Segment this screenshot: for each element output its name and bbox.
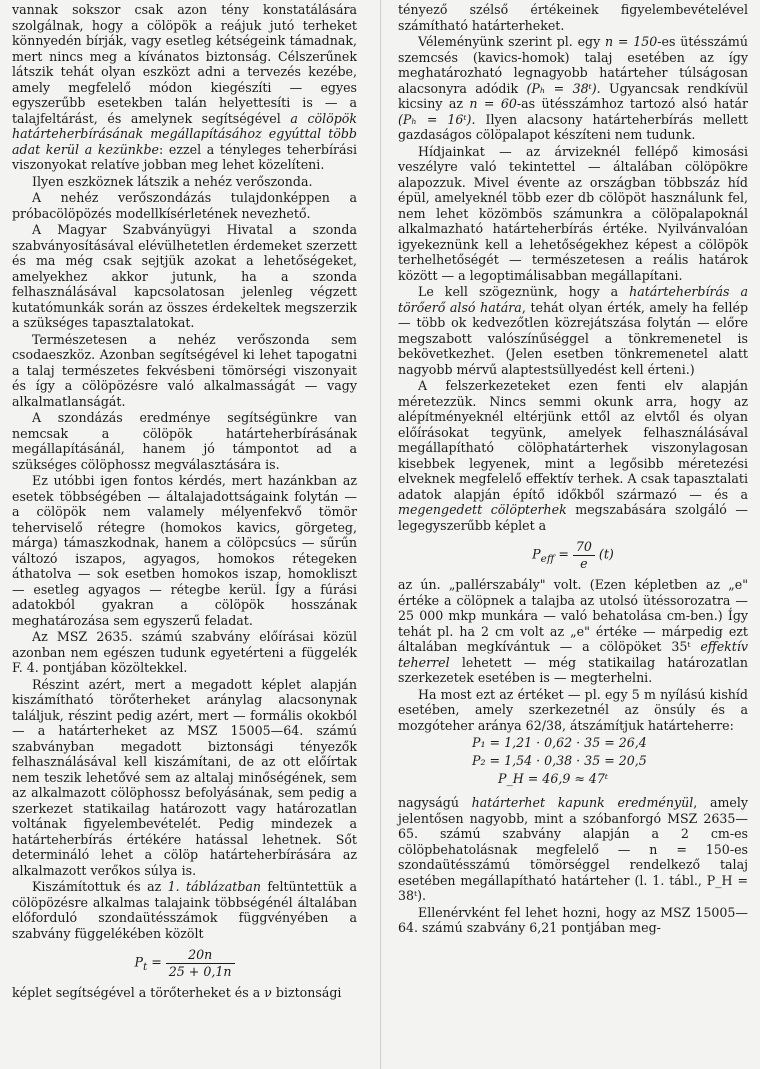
formula-breaking-load: $P_t$ = $\frac{20n}{25 + 0,1n}$ xyxy=(12,947,357,979)
text-span: az ún. „pallérszabály" volt. (Ezen képletben az „e" értéke a cölöpnek a talajba az utolsó ütéssorozatra — 25 000 mkp munkára — való behatolása cm-ben.) Így tehát pl. ha 2 cm volt az „e" értéke — márpedig ezt általában megkívántuk — a cölöpöket xyxy=(398,577,748,654)
fraction-denominator: 25 + 0,1n xyxy=(168,963,232,979)
formula-effective-load: $P_{eff}$ = $\frac{70}{e}$ (t) xyxy=(532,539,614,571)
paragraph: A nehéz verőszondázás tulajdonképpen a próbacölöpözés modellkísérletének nevezhető. xyxy=(12,190,357,221)
emphasis-text: megengedett cölöpterhek xyxy=(398,502,567,517)
text-span: A felszerkezeteket ezen fenti elv alapján méretezzük. Nincs semmi okunk arra, hogy az alépítményeknél eltérjünk ettől az elvtől és olyan előírásokat tegyünk, amelyek felhasználásával megállapítható cölöphatárterhek viszonylagosan kisebbek legyenek, mint a legősibb méretezési elveknek megfelelő effektív terhek. A csak tapasztalati adatok alapján építő időkből származó — és a xyxy=(398,378,748,502)
math-inline: (Pₕ = 16ᵗ). xyxy=(398,111,476,127)
text-span: lehetett — még statikailag határozatlan szerkezetek esetében is — megterhelni. xyxy=(398,654,748,685)
right-column xyxy=(398,2,748,936)
value-span: 35ᵗ xyxy=(671,639,691,654)
text-span: feltüntettük a cölöpözésre alkalmas talajaink többségénél általában előforduló szondaütésszámok függvényében a szabvány függelékében közölt xyxy=(12,879,357,941)
paragraph: Ha most ezt az értéket — pl. egy 5 m nyílású kishíd esetében, amely szerkezetnél az önsúly és a mozgóteher aránya 62/38, átszámítjuk határteherre: xyxy=(398,686,748,733)
text-span: Le kell szögeznünk, hogy a xyxy=(418,284,630,299)
text-span: Kiszámítottuk és az xyxy=(32,879,168,894)
text-span: -es ütésszámú szemcsés (kavics-homok) talaj esetében az így meghatározható legnagyobb határteher túlságosan alacsonyra adódik xyxy=(398,34,748,96)
formula-subscript: t xyxy=(142,961,148,974)
text-span: megszabására szolgáló — legegyszerűbb képlet a xyxy=(398,502,748,533)
math-inline: n = 60 xyxy=(469,96,517,111)
formula-line: P₂ = 1,54 · 0,38 · 35 = 20,5 xyxy=(472,753,647,768)
text-span: nagyságú xyxy=(398,795,472,810)
fraction-numerator: 70 xyxy=(573,539,595,556)
paragraph xyxy=(398,577,748,686)
text-span: Véleményünk szerint pl. egy xyxy=(418,34,605,49)
formula-symbol: P xyxy=(532,546,541,562)
paragraph xyxy=(12,879,357,941)
formula-symbol: P xyxy=(134,954,143,970)
paragraph: A Magyar Szabványügyi Hivatal a szonda szabványosításával elévülhetetlen érdemeket szerzett és ma még csak sejtjük azokat a lehetőségeket, amelyekhez akkor jutunk, ha a szonda felhasználásával kapcsolatosan jelenleg végzett kutatómunkák során az összes érdekeltek megszerzik a szükséges tapasztalatokat. xyxy=(12,222,357,330)
text-span: : ezzel a tényleges teherbírási viszonyokat relatíve jobban meg lehet közelíteni. xyxy=(12,141,357,172)
emphasis-text: a cölöpök határteherbírásának megállapításához egyúttal több adat kerül a kezünkbe xyxy=(12,110,357,157)
paragraph: Ez utóbbi igen fontos kérdés, mert hazánkban az esetek többségében — általajadottságaink folytán — a cölöpök nem valamely mélyenfekvő tömör teherviselő rétegre (homokos kavics, görgeteg, márga) támaszkodnak, hanem a cölöpcsúcs — sűrűn változó iszapos, agyagos, homokos rétegeken áthatolva — sok esetben homokos iszap, homokliszt — esetleg agyagos — rétegbe kerül. Így a fúrási adatokból gyakran a cölöpök hosszának meghatározása sem egyszerű feladat. xyxy=(12,473,357,628)
formula-fraction xyxy=(166,947,235,979)
text-span: vannak sokszor csak azon tény konstatálására szolgálnak, hogy a cölöpök a reájuk jutó terheket könnyedén bírják, vagy esetleg kétségeink támadnak, mert nincs meg a kívánatos biztonság. Célszerűnek látszik tehát olyan eszközt adni a tervezés kezébe, amely megfelelő módon kiegészíti — egyes egyszerűbb esetekben talán helyettesíti is — a talajfeltárást, és amelynek segítségével xyxy=(12,2,357,126)
paragraph: tényező szélső értékeinek figyelembevételével számítható határterheket. xyxy=(398,2,748,33)
paragraph xyxy=(12,2,357,173)
column-divider xyxy=(380,0,381,1069)
left-column xyxy=(12,2,357,1001)
formula-fraction xyxy=(573,539,595,571)
paragraph xyxy=(398,284,748,377)
paragraph xyxy=(398,795,748,904)
paragraph: Ilyen eszköznek látszik a nehéz verőszonda. xyxy=(32,173,313,189)
paragraph: A szondázás eredménye segítségünkre van nemcsak a cölöpök határteherbírásának megállapításánál, hanem jó támpontot ad a szükséges cölöphossz megválasztására is. xyxy=(12,410,357,472)
text-span: Ilyen alacsony határteherbírás mellett gazdaságos cölöpalapot készíteni nem tudunk. xyxy=(398,111,748,142)
text-span: , tehát olyan érték, amely ha fellép — több ok kedvezőtlen közrejátszása folytán — előre megszabott valószínűséggel a tönkremenetel is bekövetkezhet. (Jelen esetben tönkremenetel alatt nagyobb mérvű alaptestsüllyedést kell érteni.) xyxy=(398,299,749,377)
paragraph: Részint azért, mert a megadott képlet alapján kiszámítható törőterheket aránylag alacsonynak találjuk, részint pedig azért, mert — formális okokból — a határterheket az MSZ 15005—64. számú szabványban megadott biztonsági tényezők felhasználásával kell kiszámítani, de az ott előírtak nem teszik lehetővé sem az altalaj minőségének, sem az alkalmazott cölöphossz befolyásának, sem pedig a szerkezet statikailag határozott vagy határozatlan voltának figyelembevételét. Pedig mindezek a határteherbírás értékére hatással lehetnek. Sőt determináló lehet a cölöp határteherbírására az alkalmazott verőkos súlya is. xyxy=(12,676,357,878)
emphasis-text: határterhet kapunk eredményül xyxy=(471,795,694,810)
paragraph: képlet segítségével a törőterheket és a ν biztonsági xyxy=(12,985,342,1000)
emphasis-text: 1. táblázatban xyxy=(167,879,261,894)
paragraph xyxy=(398,378,748,533)
formula-block xyxy=(472,735,748,789)
paragraph: Természetesen a nehéz verőszonda sem csodaeszköz. Azonban segítségével ki lehet tapogatni a talaj természetes fekvésbeni tömörségi viszonyait és így a cölöpözésre való alkalmasságát — vagy alkalmatlanságát. xyxy=(12,331,357,409)
fraction-denominator: e xyxy=(580,555,588,571)
text-span: Ugyancsak rendkívül kicsiny az xyxy=(398,80,748,111)
text-span: , amely jelentősen nagyobb, mint a szóbanforgó MSZ 2635—65. számú szabvány alapján a 2 cm-es cölöpbehatolásnak megfelelő — n = 150-es szondaütésszámú tömörséggel rendelkező talaj esetében megállapítható határteher (l. 1. tábl., P_H = 38ᵗ). xyxy=(398,795,748,903)
math-inline: n = 150 xyxy=(605,34,658,49)
fraction-numerator: 20n xyxy=(166,947,235,964)
emphasis-text: határteherbírás a törőerő alsó határa xyxy=(398,284,748,315)
formula-line: P_H = 46,9 ≈ 47ᵗ xyxy=(498,771,609,786)
emphasis-text: effektív teherrel xyxy=(398,639,748,670)
formula-subscript: eff xyxy=(540,553,555,566)
paragraph: Ellenérvként fel lehet hozni, hogy az MSZ 15005—64. számú szabvány 6,21 pontjában meg- xyxy=(398,904,748,935)
formula-unit: (t) xyxy=(598,546,614,562)
formula-line: P₁ = 1,21 · 0,62 · 35 = 26,4 xyxy=(472,735,647,750)
paragraph: Hídjainkat — az árvizeknél fellépő kimosási veszélyre való tekintettel — általában cölöpökre alapozzuk. Mivel évente az országban többszáz híd épül, amelyeknél több ezer db cölöpöt használunk fel, nem lehet közömbös számunkra a cölöpalapoknál alkalmazható határteherbírás értéke. Nyilvánvalóan igyekeznünk kell a lehetőségekhez képest a cölöpök terhelhetőségét — természetesen a reális határok között — a legoptimálisabban megállapítani. xyxy=(398,143,748,283)
paragraph: Az MSZ 2635. számú szabvány előírásai közül azonban nem egészen tudunk egyetérteni a függelék F. 4. pontjában közöltekkel. xyxy=(12,629,357,675)
paragraph xyxy=(398,34,748,143)
text-span: -as ütésszámhoz tartozó alsó határ xyxy=(516,96,748,111)
math-inline: (Pₕ = 38ᵗ). xyxy=(526,80,601,96)
